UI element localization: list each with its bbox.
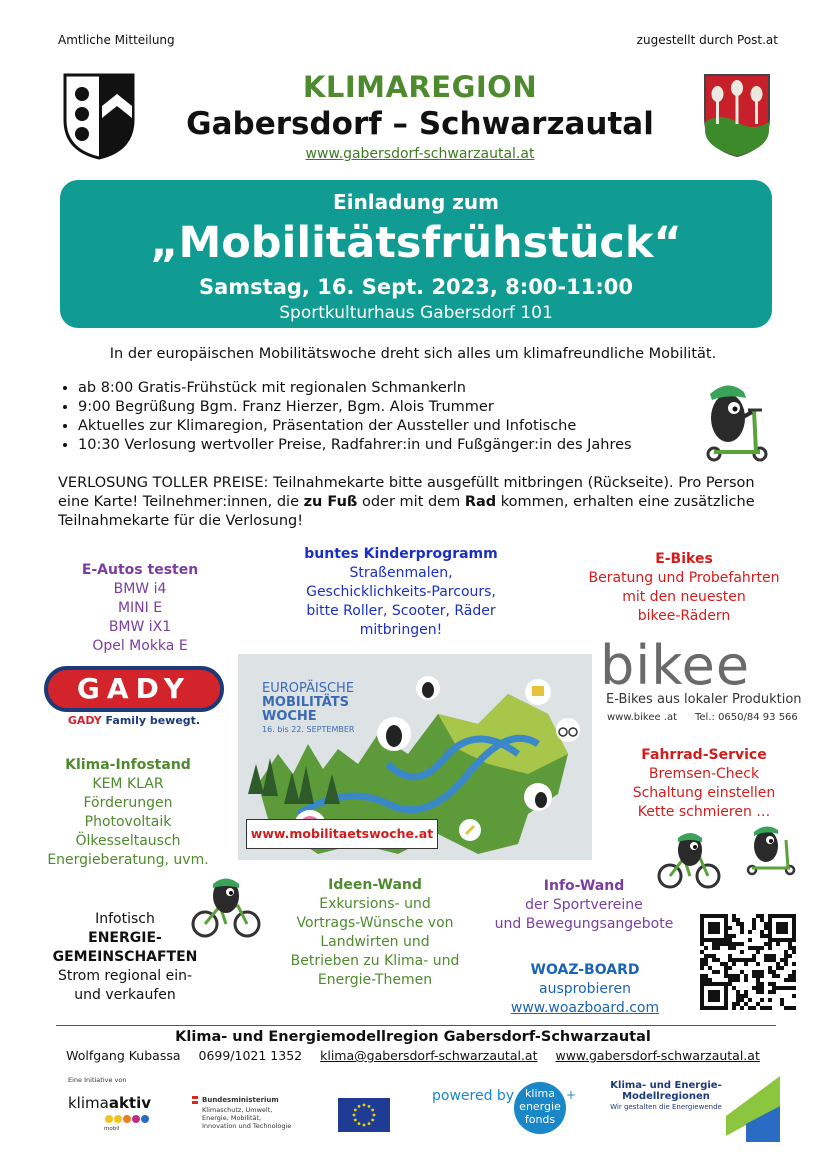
list-item: Kette schmieren …	[637, 804, 771, 820]
bikee-website: www.bikee .at	[607, 712, 678, 723]
info-wand-title: Info-Wand	[543, 878, 625, 894]
raffle-text: VERLOSUNG TOLLER PREISE: Teilnahmekarte bitte ausgefüllt mitbringen (Rückseite). Pro Person eine Karte! Teilnehmer:innen, die zu Fuß oder mit dem Rad kommen, erhalten eine zusätzliche Teilnahmekarte für die Verlosung!	[58, 475, 755, 529]
gady-tagline: GADY Family bewegt.	[67, 714, 201, 727]
initiative-label: Eine Initiative von	[68, 1076, 127, 1084]
list-item: KEM KLAR	[92, 776, 164, 792]
woaz-board-link[interactable]: www.woazboard.com	[510, 1000, 660, 1016]
kinder-title: buntes Kinderprogramm	[304, 546, 498, 562]
banner-date-time: Samstag, 16. Sept. 2023, 8:00-11:00	[199, 275, 633, 299]
footer-contact-phone: 0699/1021 1352	[198, 1048, 303, 1063]
list-item: Förderungen	[83, 795, 173, 811]
list-item: BMW iX1	[108, 619, 172, 635]
kem-logo-icon	[726, 1076, 780, 1142]
schwarzautal-coat-of-arms-icon	[702, 72, 772, 158]
fahrrad-service-section	[606, 746, 802, 822]
woaz-board-title: WOAZ-BOARD	[530, 962, 640, 978]
banner-venue: Sportkulturhaus Gabersdorf 101	[279, 303, 553, 323]
mobility-week-link[interactable]: www.mobilitaetswoche.at	[246, 819, 438, 849]
list-item: Opel Mokka E	[92, 638, 188, 654]
list-item: • 10:30 Verlosung wertvoller Preise, Radfahrer:in und Fußgänger:in des Jahres	[78, 436, 718, 455]
footer-email-link[interactable]: klima@gabersdorf-schwarzautal.at	[320, 1048, 538, 1063]
ebikes-section	[566, 550, 802, 626]
footer-website-link[interactable]: www.gabersdorf-schwarzautal.at	[555, 1048, 760, 1063]
banner-event-title: „Mobilitätsfrühstück“	[150, 218, 682, 268]
header-website-link[interactable]: www.gabersdorf-schwarzautal.at	[305, 146, 535, 162]
infotisch-bold-2: GEMEINSCHAFTEN	[52, 949, 198, 965]
list-item: Bremsen-Check	[648, 766, 760, 782]
list-item: Landwirten und	[320, 934, 430, 950]
list-item: Geschicklichkeits-Parcours,	[306, 584, 496, 600]
fahrrad-service-title: Fahrrad-Service	[641, 747, 767, 763]
info-wand-section	[482, 877, 686, 934]
program-list	[56, 379, 718, 455]
list-item: MINI E	[117, 600, 163, 616]
fonds-plus-icon: +	[566, 1088, 577, 1102]
ideen-wand-title: Ideen-Wand	[328, 877, 422, 893]
klima-infostand-section	[28, 756, 228, 870]
infotisch-section	[40, 910, 210, 1005]
kinder-section	[258, 545, 544, 640]
ebikes-title: E-Bikes	[655, 551, 713, 567]
list-item: • Aktuelles zur Klimaregion, Präsentation der Aussteller und Infotische	[78, 417, 718, 436]
infotisch-title: Infotisch	[95, 911, 155, 927]
klimaaktiv-mobil: mobil	[104, 1126, 120, 1132]
ideen-wand-section	[270, 876, 480, 990]
qr-code-icon	[700, 914, 796, 1010]
eautos-section	[40, 561, 240, 656]
gady-logo: GADY	[44, 666, 224, 712]
list-item: • 9:00 Begrüßung Bgm. Franz Hierzer, Bgm. Alois Trummer	[78, 398, 718, 417]
austria-flag-icon	[192, 1096, 198, 1104]
list-item: mit den neuesten	[622, 589, 746, 605]
infotisch-bold-1: ENERGIE-	[88, 930, 162, 946]
map-title-1: EUROPÄISCHE	[262, 681, 355, 696]
bikee-tagline: E-Bikes aus lokaler Produktion	[606, 692, 802, 707]
qr-code[interactable]	[700, 914, 796, 1010]
map-title-3: WOCHE	[262, 709, 317, 724]
list-item: Strom regional ein-	[57, 968, 193, 984]
raffle-by-bike: Rad	[464, 494, 497, 510]
eautos-title: E-Autos testen	[81, 562, 199, 578]
footer-divider	[56, 1025, 776, 1026]
list-item: Vortrags-Wünsche von	[296, 915, 454, 931]
header-klimaregion: KLIMAREGION	[302, 70, 538, 104]
bikee-logo: bikee	[600, 634, 751, 697]
woaz-board-text: ausprobieren	[539, 981, 631, 997]
list-item: BMW i4	[113, 581, 167, 597]
mascot-scooter-small-icon	[742, 816, 800, 876]
list-item: Betrieben zu Klima- und	[290, 953, 460, 969]
list-item: bikee-Rädern	[637, 608, 731, 624]
list-item: Energie-Themen	[317, 972, 433, 988]
postal-notice: zugestellt durch Post.at	[636, 33, 778, 47]
gabersdorf-coat-of-arms-icon	[62, 72, 136, 160]
powered-by-label: powered by	[432, 1088, 515, 1104]
kem-logo-text: Klima- und Energie- Modellregionen Wir gestalten die Energiewende	[610, 1080, 722, 1111]
ministry-text: Klimaschutz, Umwelt, Energie, Mobilität, Innovation und Technologie	[202, 1106, 292, 1130]
list-item: der Sportvereine	[525, 897, 643, 913]
official-notice: Amtliche Mitteilung	[58, 33, 175, 47]
intro-text: In der europäischen Mobilitätswoche dreht sich alles um klimafreundliche Mobilität.	[109, 346, 717, 362]
list-item: Energieberatung, uvm.	[47, 852, 209, 868]
header-region-name: Gabersdorf – Schwarzautal	[186, 106, 654, 142]
klima-infostand-title: Klima-Infostand	[65, 757, 191, 773]
list-item: und Bewegungsangebote	[494, 916, 674, 932]
map-dates: 16. bis 22. SEPTEMBER	[262, 725, 355, 734]
list-item: Exkursions- und	[319, 896, 431, 912]
list-item: bitte Roller, Scooter, Räder	[306, 603, 496, 619]
banner-invitation: Einladung zum	[333, 190, 499, 214]
list-item: Photovoltaik	[84, 814, 172, 830]
list-item: und verkaufen	[74, 987, 176, 1003]
event-banner	[60, 180, 772, 328]
list-item: Beratung und Probefahrten	[588, 570, 780, 586]
footer-contact-name: Wolfgang Kubassa	[66, 1048, 181, 1063]
list-item: • ab 8:00 Gratis-Frühstück mit regionalen Schmankerln	[78, 379, 718, 398]
klimaaktiv-dots-icon	[104, 1114, 150, 1124]
raffle-on-foot: zu Fuß	[303, 494, 358, 510]
map-title-2: MOBILITÄTS	[262, 695, 349, 710]
list-item: Straßenmalen,	[349, 565, 453, 581]
footer-title: Klima- und Energiemodellregion Gabersdorf-Schwarzautal	[175, 1029, 651, 1045]
eu-flag-icon	[338, 1098, 390, 1132]
ministry-title: Bundesministerium	[202, 1096, 279, 1104]
klima-energie-fonds-logo: klima energie fonds	[514, 1082, 566, 1134]
mascot-scooter-icon	[698, 372, 774, 462]
woaz-board-section	[492, 961, 678, 1018]
list-item: mitbringen!	[359, 622, 443, 638]
bikee-phone: Tel.: 0650/84 93 566	[695, 712, 798, 723]
list-item: Schaltung einstellen	[632, 785, 776, 801]
list-item: Ölkesseltausch	[75, 833, 181, 849]
footer-contacts	[0, 1048, 826, 1063]
klimaaktiv-logo: klimaaktiv	[68, 1094, 152, 1112]
